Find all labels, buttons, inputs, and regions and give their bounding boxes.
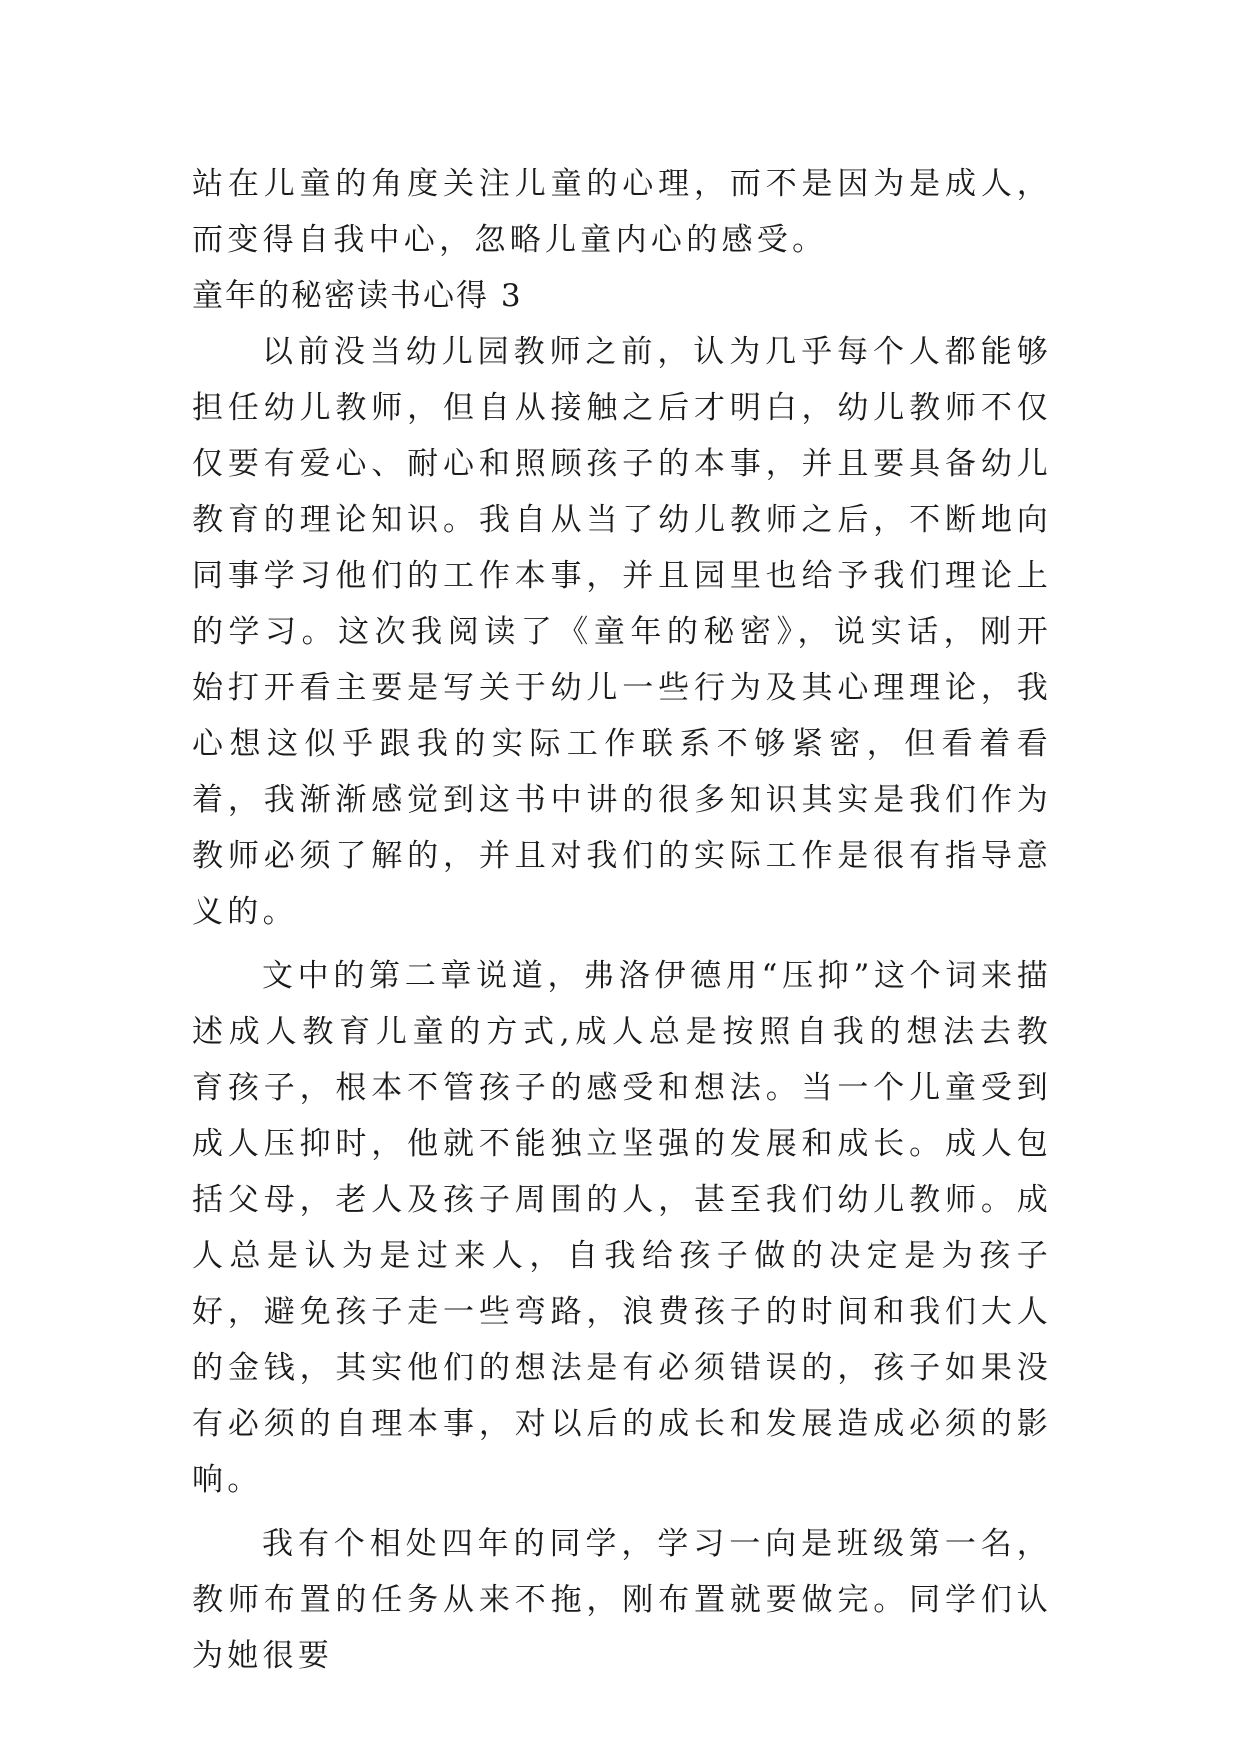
- paragraph-2: 文中的第二章说道，弗洛伊德用“压抑”这个词来描述成人教育儿童的方式,成人总是按照自我的想法去教育孩子，根本不管孩子的感受和想法。当一个儿童受到成人压抑时，他就不能独立坚强的发展和成长。成人包括父母，老人及孩子周围的人，甚至我们幼儿教师。成人总是认为是过来人，自我给孩子做的决定是为孩子好，避免孩子走一些弯路，浪费孩子的时间和我们大人的金钱，其实他们的想法是有必须错误的，孩子如果没有必须的自理本事，对以后的成长和发展造成必须的影响。: [192, 958, 1052, 1498]
- document-body: [192, 156, 1052, 1684]
- section-heading: 童年的秘密读书心得 3: [192, 278, 523, 314]
- paragraph-3: 我有个相处四年的同学，学习一向是班级第一名，教师布置的任务从来不拖，刚布置就要做完。同学们认为她很要: [192, 1526, 1052, 1674]
- paragraph-continuation: 站在儿童的角度关注儿童的心理，而不是因为是成人，而变得自我中心，忽略儿童内心的感受。: [192, 166, 1052, 258]
- paragraph-1: 以前没当幼儿园教师之前，认为几乎每个人都能够担任幼儿教师，但自从接触之后才明白，幼儿教师不仅仅要有爱心、耐心和照顾孩子的本事，并且要具备幼儿教育的理论知识。我自从当了幼儿教师之后，不断地向同事学习他们的工作本事，并且园里也给予我们理论上的学习。这次我阅读了《童年的秘密》，说实话，刚开始打开看主要是写关于幼儿一些行为及其心理理论，我心想这似乎跟我的实际工作联系不够紧密，但看着看着，我渐渐感觉到这书中讲的很多知识其实是我们作为教师必须了解的，并且对我们的实际工作是很有指导意义的。: [192, 334, 1052, 930]
